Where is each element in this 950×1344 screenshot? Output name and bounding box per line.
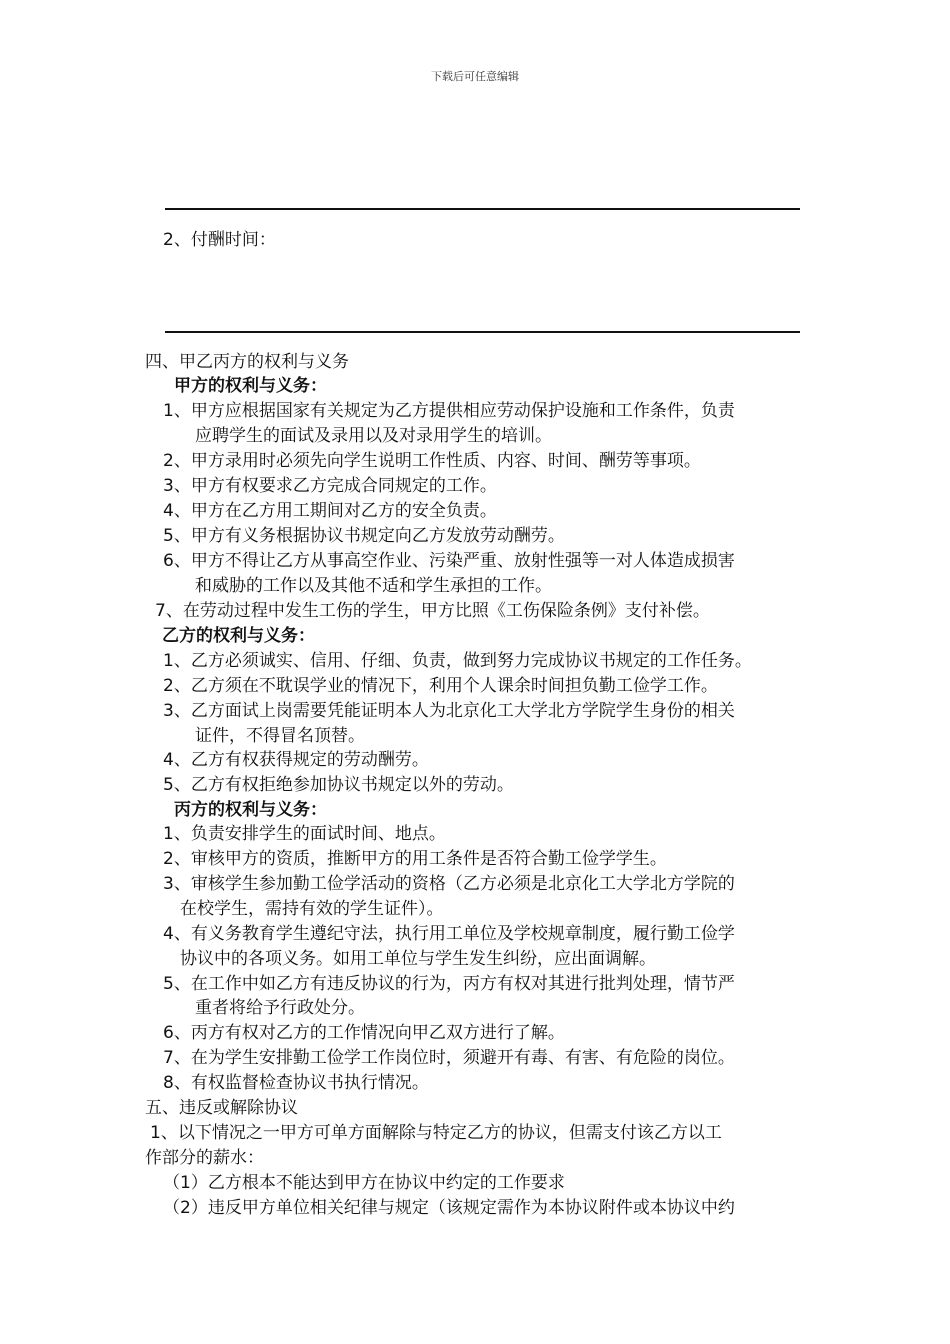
payment-time-label: 2、付酬时间： xyxy=(163,230,276,250)
section-5-item: （2）违反甲方单位相关纪律与规定（该规定需作为本协议附件或本协议中约 xyxy=(163,1198,735,1218)
party-b-item: 证件，不得冒名顶替。 xyxy=(195,726,365,746)
fill-in-underline xyxy=(165,331,800,333)
party-a-item: 和威胁的工作以及其他不适和学生承担的工作。 xyxy=(195,576,552,596)
party-c-item: 在校学生，需持有效的学生证件）。 xyxy=(180,899,444,919)
party-c-item: 2、审核甲方的资质，推断甲方的用工条件是否符合勤工俭学学生。 xyxy=(163,849,667,869)
party-b-item: 4、乙方有权获得规定的劳动酬劳。 xyxy=(163,750,429,770)
party-c-item: 3、审核学生参加勤工俭学活动的资格（乙方必须是北京化工大学北方学院的 xyxy=(163,874,735,894)
party-c-item: 1、负责安排学生的面试时间、地点。 xyxy=(163,824,446,844)
party-b-item: 5、乙方有权拒绝参加协议书规定以外的劳动。 xyxy=(163,775,514,795)
fill-in-underline xyxy=(165,208,800,210)
party-b-item: 3、乙方面试上岗需要凭能证明本人为北京化工大学北方学院学生身份的相关 xyxy=(163,701,735,721)
party-c-item: 7、在为学生安排勤工俭学工作岗位时，须避开有毒、有害、有危险的岗位。 xyxy=(163,1048,735,1068)
section-5-item: 1、以下情况之一甲方可单方面解除与特定乙方的协议，但需支付该乙方以工 xyxy=(150,1123,722,1143)
party-c-item: 4、有义务教育学生遵纪守法，执行用工单位及学校规章制度，履行勤工俭学 xyxy=(163,924,735,944)
party-c-item: 6、丙方有权对乙方的工作情况向甲乙双方进行了解。 xyxy=(163,1023,565,1043)
party-a-item: 应聘学生的面试及录用以及对录用学生的培训。 xyxy=(195,426,552,446)
section-5-item: （1）乙方根本不能达到甲方在协议中约定的工作要求 xyxy=(163,1173,565,1193)
party-c-item: 5、在工作中如乙方有违反协议的行为，丙方有权对其进行批判处理，情节严 xyxy=(163,974,735,994)
party-a-item: 3、甲方有权要求乙方完成合同规定的工作。 xyxy=(163,476,497,496)
party-a-item: 5、甲方有义务根据协议书规定向乙方发放劳动酬劳。 xyxy=(163,526,565,546)
section-4-title: 四、甲乙丙方的权利与义务 xyxy=(145,352,349,372)
section-5-title: 五、违反或解除协议 xyxy=(145,1098,298,1118)
party-a-item: 7、在劳动过程中发生工伤的学生，甲方比照《工伤保险条例》支付补偿。 xyxy=(155,601,710,621)
party-c-heading: 丙方的权利与义务： xyxy=(174,800,327,820)
section-5-item: 作部分的薪水： xyxy=(145,1148,264,1168)
party-a-item: 4、甲方在乙方用工期间对乙方的安全负责。 xyxy=(163,501,497,521)
party-a-item: 6、甲方不得让乙方从事高空作业、污染严重、放射性强等一对人体造成损害 xyxy=(163,551,735,571)
party-b-heading: 乙方的权利与义务： xyxy=(162,626,315,646)
party-b-item: 2、乙方须在不耽误学业的情况下，利用个人课余时间担负勤工俭学工作。 xyxy=(163,676,718,696)
party-c-item: 重者将给予行政处分。 xyxy=(195,998,365,1018)
party-c-item: 协议中的各项义务。如用工单位与学生发生纠纷，应出面调解。 xyxy=(180,949,656,969)
party-b-item: 1、乙方必须诚实、信用、仔细、负责，做到努力完成协议书规定的工作任务。 xyxy=(163,651,752,671)
party-a-heading: 甲方的权利与义务： xyxy=(174,376,327,396)
party-a-item: 2、甲方录用时必须先向学生说明工作性质、内容、时间、酬劳等事项。 xyxy=(163,451,701,471)
page-header: 下载后可任意编辑 xyxy=(431,70,519,83)
party-a-item: 1、甲方应根据国家有关规定为乙方提供相应劳动保护设施和工作条件，负责 xyxy=(163,401,735,421)
party-c-item: 8、有权监督检查协议书执行情况。 xyxy=(163,1073,429,1093)
